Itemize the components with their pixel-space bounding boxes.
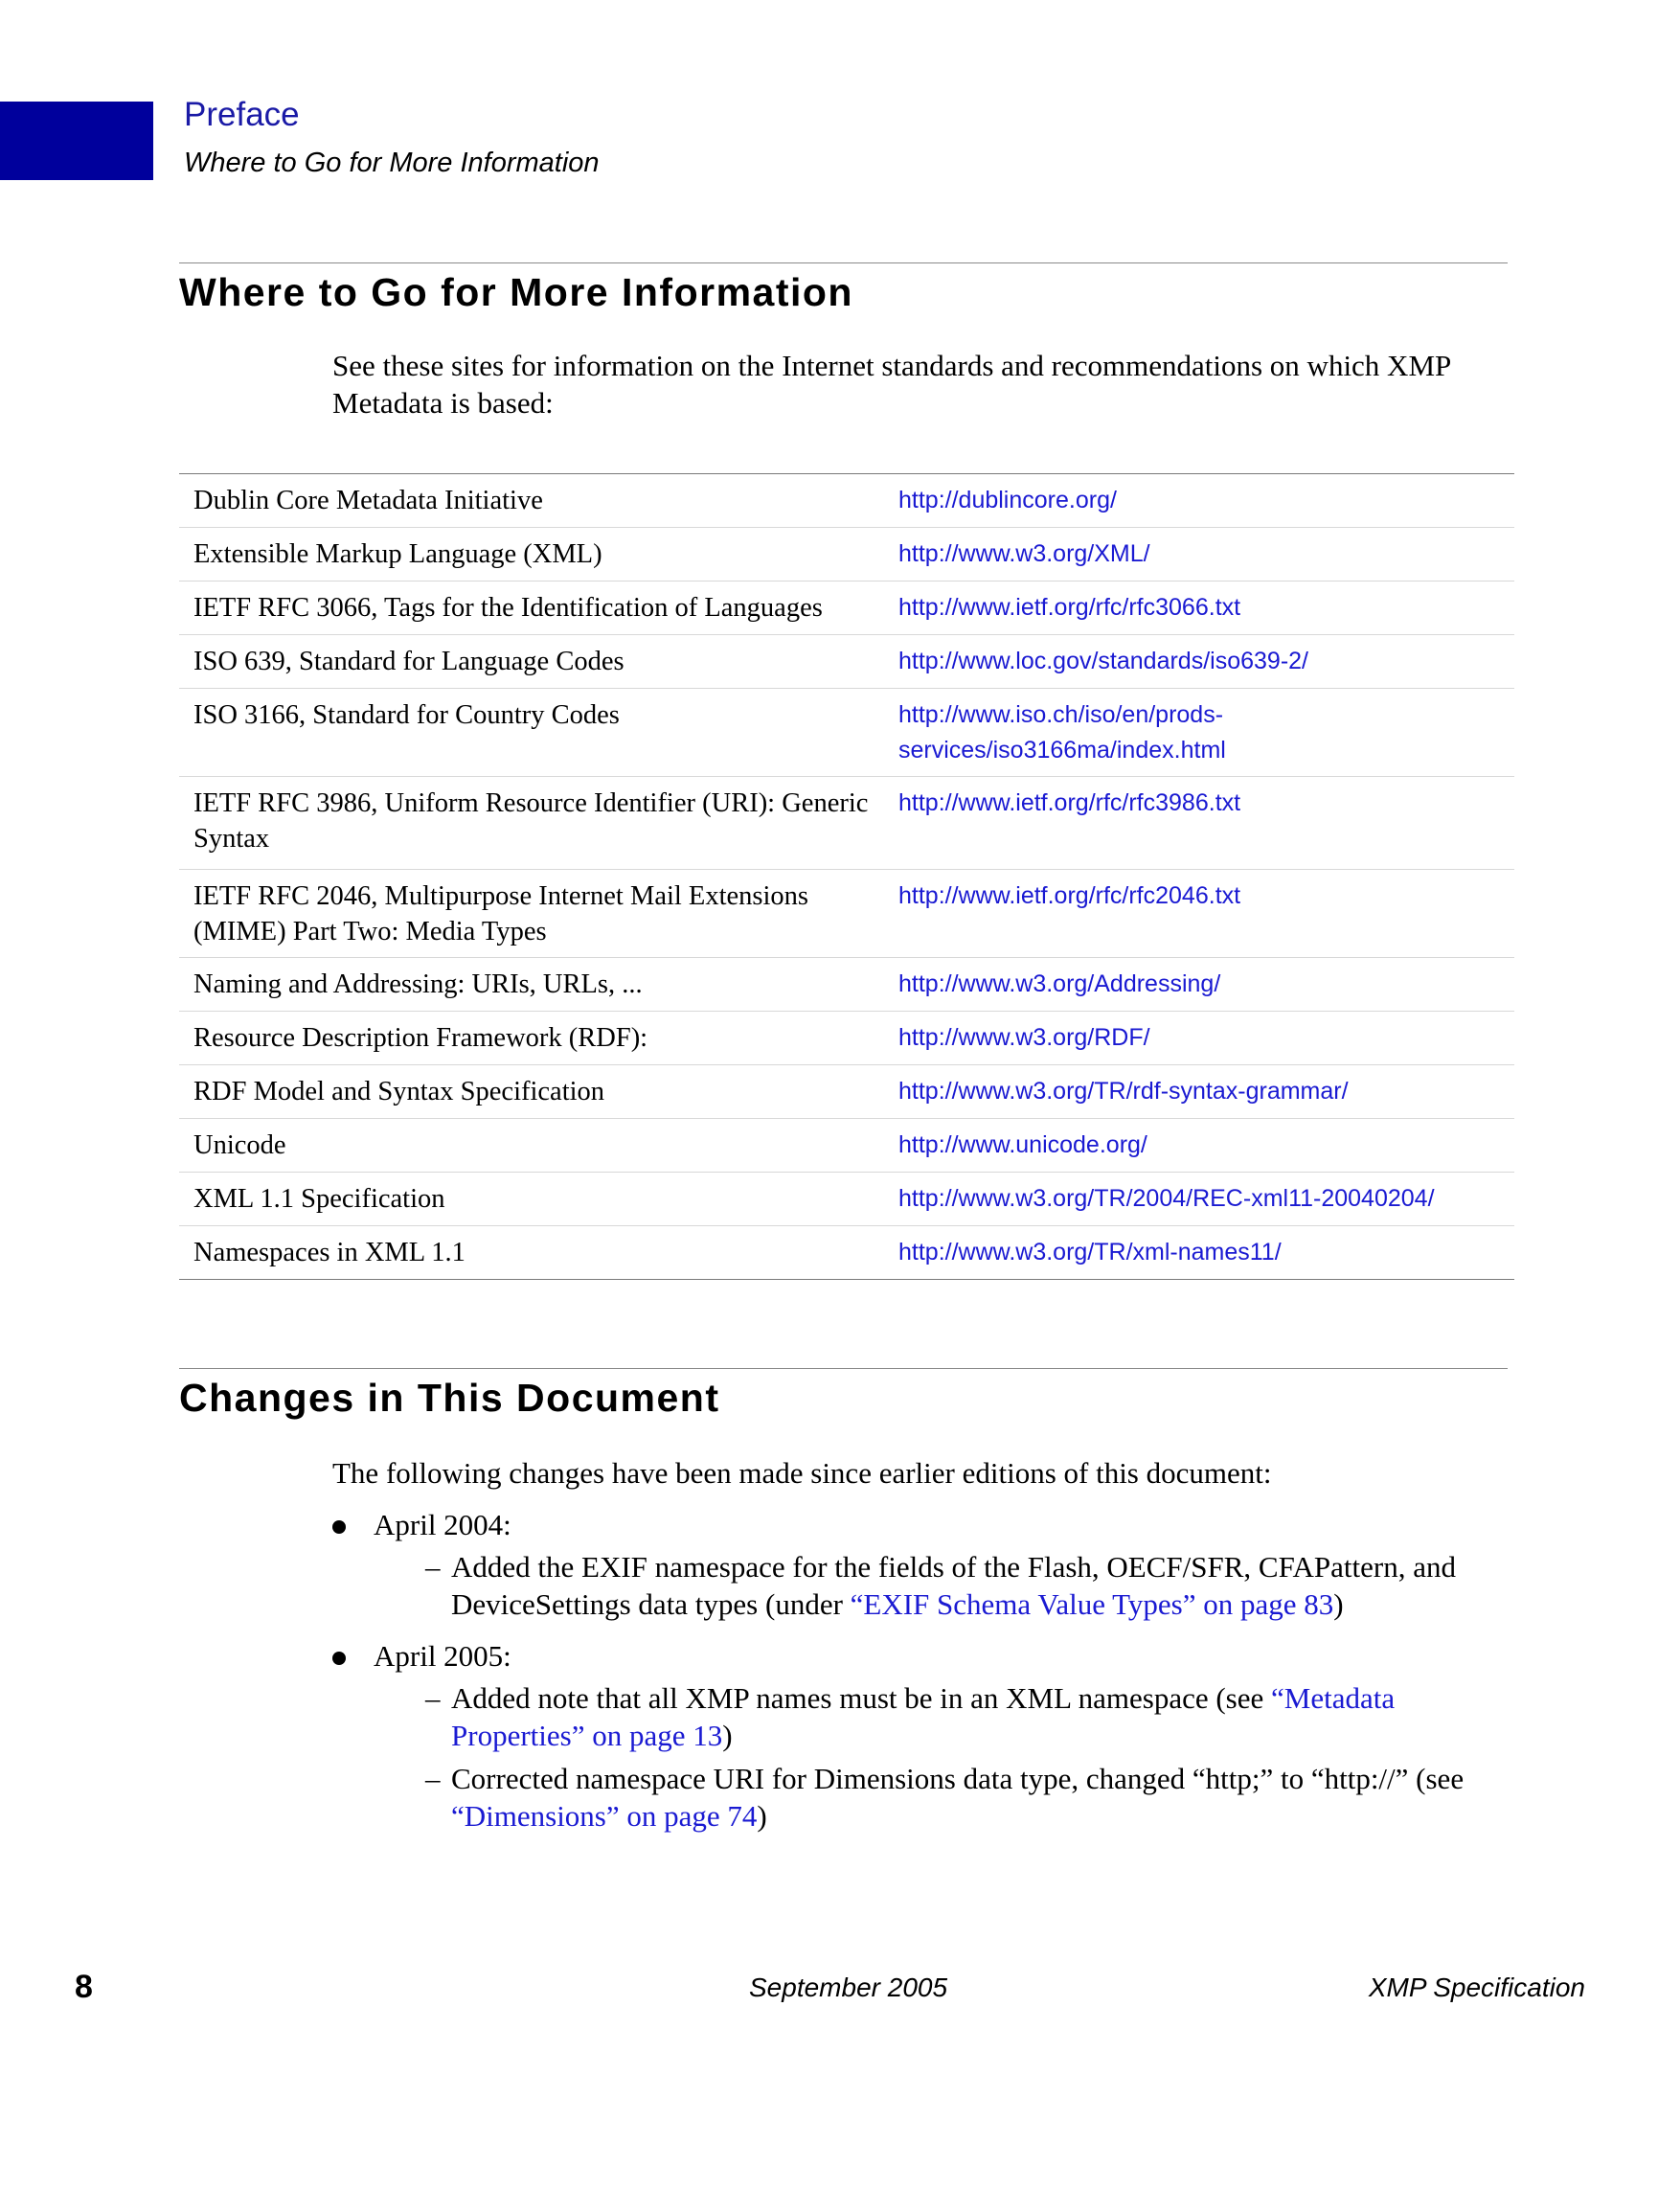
resource-url-link[interactable]: http://www.w3.org/XML/ bbox=[898, 528, 1514, 582]
resource-url-link[interactable]: http://www.w3.org/Addressing/ bbox=[898, 958, 1514, 1012]
table-row bbox=[179, 1012, 1514, 1065]
table-row bbox=[179, 1226, 1514, 1280]
table-row bbox=[179, 1173, 1514, 1226]
change-date-label: April 2005: bbox=[374, 1639, 511, 1673]
resource-name: IETF RFC 2046, Multipurpose Internet Mail Extensions (MIME) Part Two: Media Types bbox=[179, 870, 898, 958]
cross-reference-link[interactable]: “Metadata Properties” on page 13 bbox=[451, 1681, 1396, 1752]
section-divider bbox=[179, 262, 1508, 263]
table-row bbox=[179, 689, 1514, 777]
more-info-intro: See these sites for information on the Internet standards and recommendations on which XMP Metadata is based: bbox=[332, 349, 1451, 420]
section-heading-more-info: Where to Go for More Information bbox=[179, 270, 853, 314]
resource-url-link[interactable]: http://www.w3.org/RDF/ bbox=[898, 1012, 1514, 1065]
list-item bbox=[332, 1637, 1520, 1835]
change-entry bbox=[374, 1548, 1520, 1623]
section-heading-changes: Changes in This Document bbox=[179, 1376, 720, 1420]
table-row bbox=[179, 1065, 1514, 1119]
change-entry bbox=[374, 1679, 1520, 1754]
change-text-end: ) bbox=[1333, 1587, 1344, 1621]
bullet-icon bbox=[332, 1652, 346, 1665]
resource-url-link[interactable]: http://www.iso.ch/iso/en/prods-services/iso3166ma/index.html bbox=[898, 689, 1514, 777]
changes-intro: The following changes have been made since earlier editions of this document: bbox=[332, 1456, 1272, 1490]
resource-url-link[interactable]: http://www.ietf.org/rfc/rfc2046.txt bbox=[898, 870, 1514, 958]
table-row bbox=[179, 582, 1514, 635]
resource-url-link[interactable]: http://www.ietf.org/rfc/rfc3986.txt bbox=[898, 777, 1514, 870]
resource-name: IETF RFC 3986, Uniform Resource Identifier (URI): Generic Syntax bbox=[179, 777, 898, 870]
table-row bbox=[179, 635, 1514, 689]
resource-url-link[interactable]: http://www.w3.org/TR/2004/REC-xml11-20040204/ bbox=[898, 1173, 1514, 1226]
resource-name: ISO 3166, Standard for Country Codes bbox=[179, 689, 898, 777]
table-row bbox=[179, 870, 1514, 958]
cross-reference-link[interactable]: “Dimensions” on page 74 bbox=[451, 1799, 758, 1833]
change-sublist bbox=[374, 1548, 1520, 1623]
resource-name: Dublin Core Metadata Initiative bbox=[193, 486, 543, 515]
resource-name: XML 1.1 Specification bbox=[179, 1173, 898, 1226]
resource-name: ISO 639, Standard for Language Codes bbox=[179, 635, 898, 689]
resource-url-link[interactable]: http://www.ietf.org/rfc/rfc3066.txt bbox=[898, 582, 1514, 635]
resources-table bbox=[179, 473, 1514, 1280]
change-text: Corrected namespace URI for Dimensions data type, changed “http;” to “http://” (see bbox=[451, 1762, 1465, 1795]
change-text-end: ) bbox=[722, 1719, 733, 1752]
cross-reference-link[interactable]: “EXIF Schema Value Types” on page 83 bbox=[850, 1587, 1334, 1621]
resource-name: RDF Model and Syntax Specification bbox=[179, 1065, 898, 1119]
resource-name: Naming and Addressing: URIs, URLs, ... bbox=[179, 958, 898, 1012]
resource-name: Extensible Markup Language (XML) bbox=[179, 528, 898, 582]
change-text: Added note that all XMP names must be in an XML namespace (see bbox=[451, 1681, 1272, 1715]
table-row bbox=[179, 777, 1514, 870]
changes-list bbox=[332, 1506, 1520, 1849]
change-sublist bbox=[374, 1679, 1520, 1835]
table-row bbox=[179, 474, 1514, 528]
change-date-label: April 2004: bbox=[374, 1508, 511, 1541]
change-text: Added the EXIF namespace for the fields of the Flash, OECF/SFR, CFAPattern, and DeviceSettings data types (under bbox=[451, 1550, 1456, 1621]
resource-name: IETF RFC 3066, Tags for the Identification of Languages bbox=[179, 582, 898, 635]
resource-url-link[interactable]: http://www.unicode.org/ bbox=[898, 1119, 1514, 1173]
dash-bullet-icon: – bbox=[425, 1550, 441, 1584]
dash-bullet-icon: – bbox=[425, 1681, 441, 1715]
footer-date: September 2005 bbox=[749, 1973, 948, 2002]
footer-page-number: 8 bbox=[75, 1969, 93, 2005]
resource-url-link[interactable]: http://www.loc.gov/standards/iso639-2/ bbox=[898, 635, 1514, 689]
list-item bbox=[332, 1506, 1520, 1623]
dash-bullet-icon: – bbox=[425, 1762, 441, 1795]
table-row bbox=[179, 1119, 1514, 1173]
resource-url-link[interactable]: http://www.w3.org/TR/rdf-syntax-grammar/ bbox=[898, 1065, 1514, 1119]
change-entry bbox=[374, 1760, 1520, 1835]
footer-doc-title: XMP Specification bbox=[1368, 1973, 1585, 2002]
running-header-chapter: Preface bbox=[184, 96, 300, 133]
section-divider bbox=[179, 1368, 1508, 1369]
resource-name: Namespaces in XML 1.1 bbox=[179, 1226, 898, 1280]
chapter-color-tab bbox=[0, 102, 153, 180]
change-text-end: ) bbox=[757, 1799, 767, 1833]
resource-name: Unicode bbox=[179, 1119, 898, 1173]
table-row bbox=[179, 528, 1514, 582]
running-header-section: Where to Go for More Information bbox=[184, 148, 600, 178]
bullet-icon bbox=[332, 1520, 346, 1534]
resource-url-link[interactable]: http://dublincore.org/ bbox=[898, 487, 1117, 513]
table-row bbox=[179, 958, 1514, 1012]
resource-url-link[interactable]: http://www.w3.org/TR/xml-names11/ bbox=[898, 1226, 1514, 1280]
resource-name: Resource Description Framework (RDF): bbox=[179, 1012, 898, 1065]
